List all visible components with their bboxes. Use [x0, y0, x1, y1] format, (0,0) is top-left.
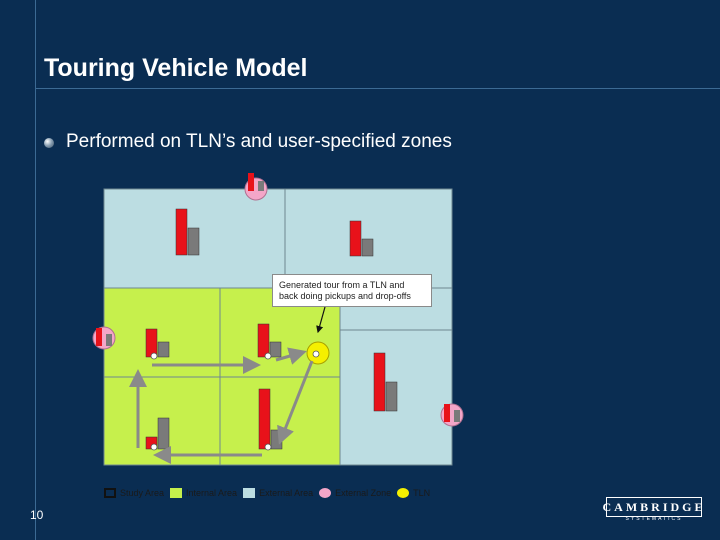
internal-area-swatch [170, 488, 182, 498]
slide-title: Touring Vehicle Model [44, 54, 308, 82]
logo-name: CAMBRIDGE [606, 497, 702, 517]
pickup-point [151, 444, 157, 450]
legend-label: External Zone [335, 488, 392, 498]
legend-internal-area [170, 488, 237, 498]
bar-gray [158, 342, 169, 357]
bar-red [96, 328, 102, 346]
bar-red [248, 173, 254, 191]
slide-number: 10 [30, 508, 44, 522]
bar-red [350, 221, 361, 256]
bar-gray [270, 342, 281, 357]
pickup-point [151, 353, 157, 359]
external-area-swatch [243, 488, 255, 498]
bar-gray [258, 181, 264, 191]
bar-gray [386, 382, 397, 411]
bullet-text: Performed on TLN’s and user-specified zones [66, 131, 452, 152]
pickup-point [265, 353, 271, 359]
bar-gray [454, 410, 460, 422]
bar-red [146, 329, 157, 357]
bar-gray [106, 334, 112, 346]
legend-external-area [243, 488, 313, 498]
bar-gray [188, 228, 199, 255]
legend-study-area [104, 488, 164, 498]
bar-red [258, 324, 269, 357]
study-area-swatch [104, 488, 116, 498]
tln-center [313, 351, 319, 357]
legend-label: Internal Area [186, 488, 238, 498]
callout-box [272, 274, 432, 307]
cambridge-logo [602, 497, 706, 522]
bar-red [176, 209, 187, 255]
legend-label: TLN [413, 488, 431, 498]
logo-sub: SYSTEMATICS [625, 516, 683, 522]
bar-gray [158, 418, 169, 449]
bar-red [374, 353, 385, 411]
tln-swatch [397, 488, 409, 498]
callout-line-1: Generated tour from a TLN and [279, 280, 405, 290]
legend-label: Study Area [120, 488, 165, 498]
legend-label: External Area [259, 488, 314, 498]
pickup-point [265, 444, 271, 450]
external-zone-swatch [319, 488, 331, 498]
bar-red [259, 389, 270, 449]
bar-red [444, 404, 450, 422]
bar-gray [362, 239, 373, 256]
legend [104, 486, 436, 500]
legend-external-zone [319, 488, 391, 498]
legend-tln [397, 488, 430, 498]
callout-line-2: back doing pickups and drop-offs [279, 291, 411, 301]
external-area-right [340, 288, 452, 465]
